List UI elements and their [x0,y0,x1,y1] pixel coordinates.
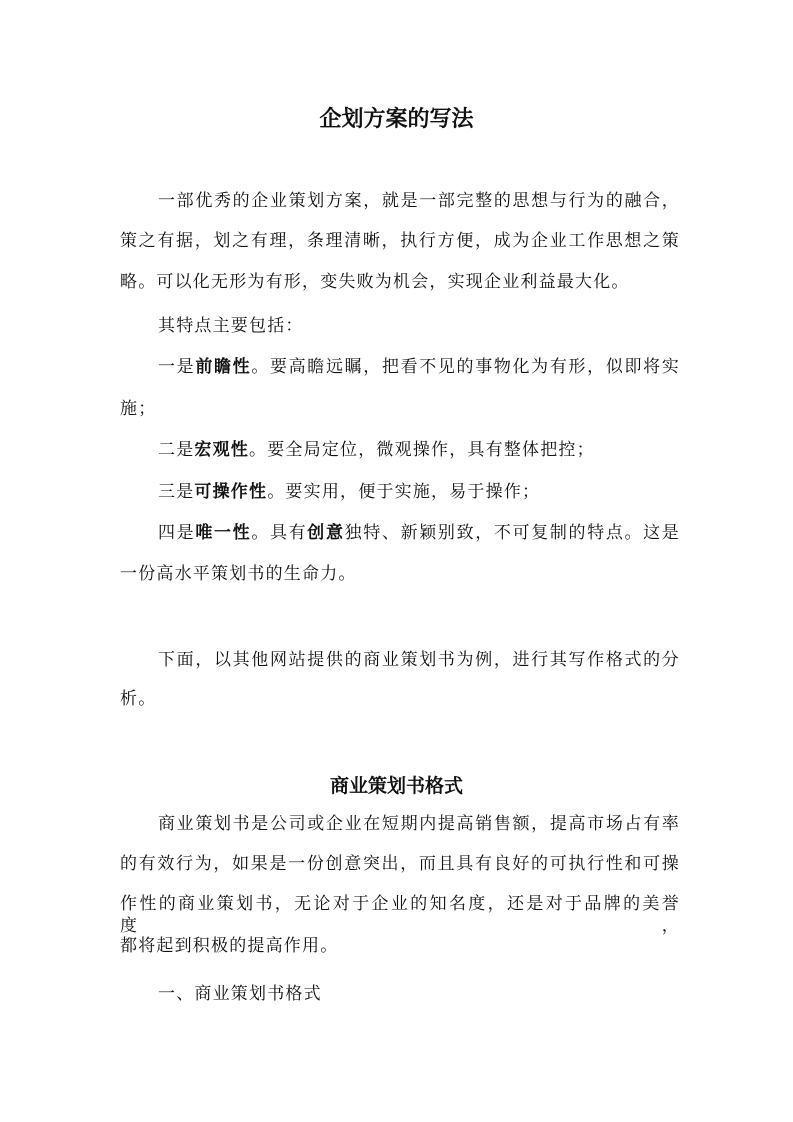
feature-3-prefix: 三是 [158,482,195,502]
feature-2-text: 。要全局定位，微观操作，具有整体把控； [249,440,595,460]
feature-2-prefix: 二是 [158,440,195,460]
feature-3-text: 。要实用，便于实施，易于操作； [267,482,541,502]
feature-4-prefix: 四是 [158,523,196,543]
section-body-line-1: 商业策划书是公司或企业在短期内提高销售额，提高市场占有率 [158,814,680,834]
feature-1-continuation: 施； [120,399,157,419]
page-title: 企划方案的写法 [319,107,474,132]
feature-4 [120,522,680,544]
section-title: 商业策划书格式 [329,775,463,797]
feature-1-text: 。要高瞻远瞩，把看不见的事物化为有形，似即将实 [251,357,680,377]
transition-line-2: 析。 [120,689,157,709]
feature-4-text-2: 独特、新颖别致，不可复制的特点。这是 [344,523,681,543]
feature-4-keyword: 唯一性 [195,523,252,543]
feature-4-continuation: 一份高水平策划书的生命力。 [120,564,357,584]
feature-2 [120,439,680,461]
feature-3-keyword: 可操作性 [194,482,268,502]
feature-1-keyword: 前瞻性 [195,357,252,377]
section-body-line-4: 都将起到积极的提高作用。 [120,936,339,956]
feature-4-keyword-2: 创意 [307,523,345,543]
transition-line-1: 下面，以其他网站提供的商业策划书为例，进行其写作格式的分 [158,650,680,670]
features-intro: 其特点主要包括： [158,316,304,336]
feature-2-keyword: 宏观性 [194,440,250,460]
section-body-line-3: 作性的商业策划书，无论对于企业的知名度，还是对于品牌的美誉度， [120,894,680,936]
feature-1-prefix: 一是 [158,357,196,377]
intro-line-3: 略。可以化无形为有形，变失败为机会，实现企业利益最大化。 [120,272,630,292]
feature-1 [120,356,680,378]
section-body-line-2: 的有效行为，如果是一份创意突出，而且具有良好的可执行性和可操 [120,854,680,874]
feature-3 [120,481,680,503]
intro-line-1: 一部优秀的企业策划方案，就是一部完整的思想与行为的融合， [158,191,680,211]
list-heading: 一、商业策划书格式 [158,984,322,1004]
intro-line-2: 策之有据，划之有理，条理清晰，执行方便，成为企业工作思想之策 [120,231,680,251]
feature-4-text: 。具有 [251,523,308,543]
